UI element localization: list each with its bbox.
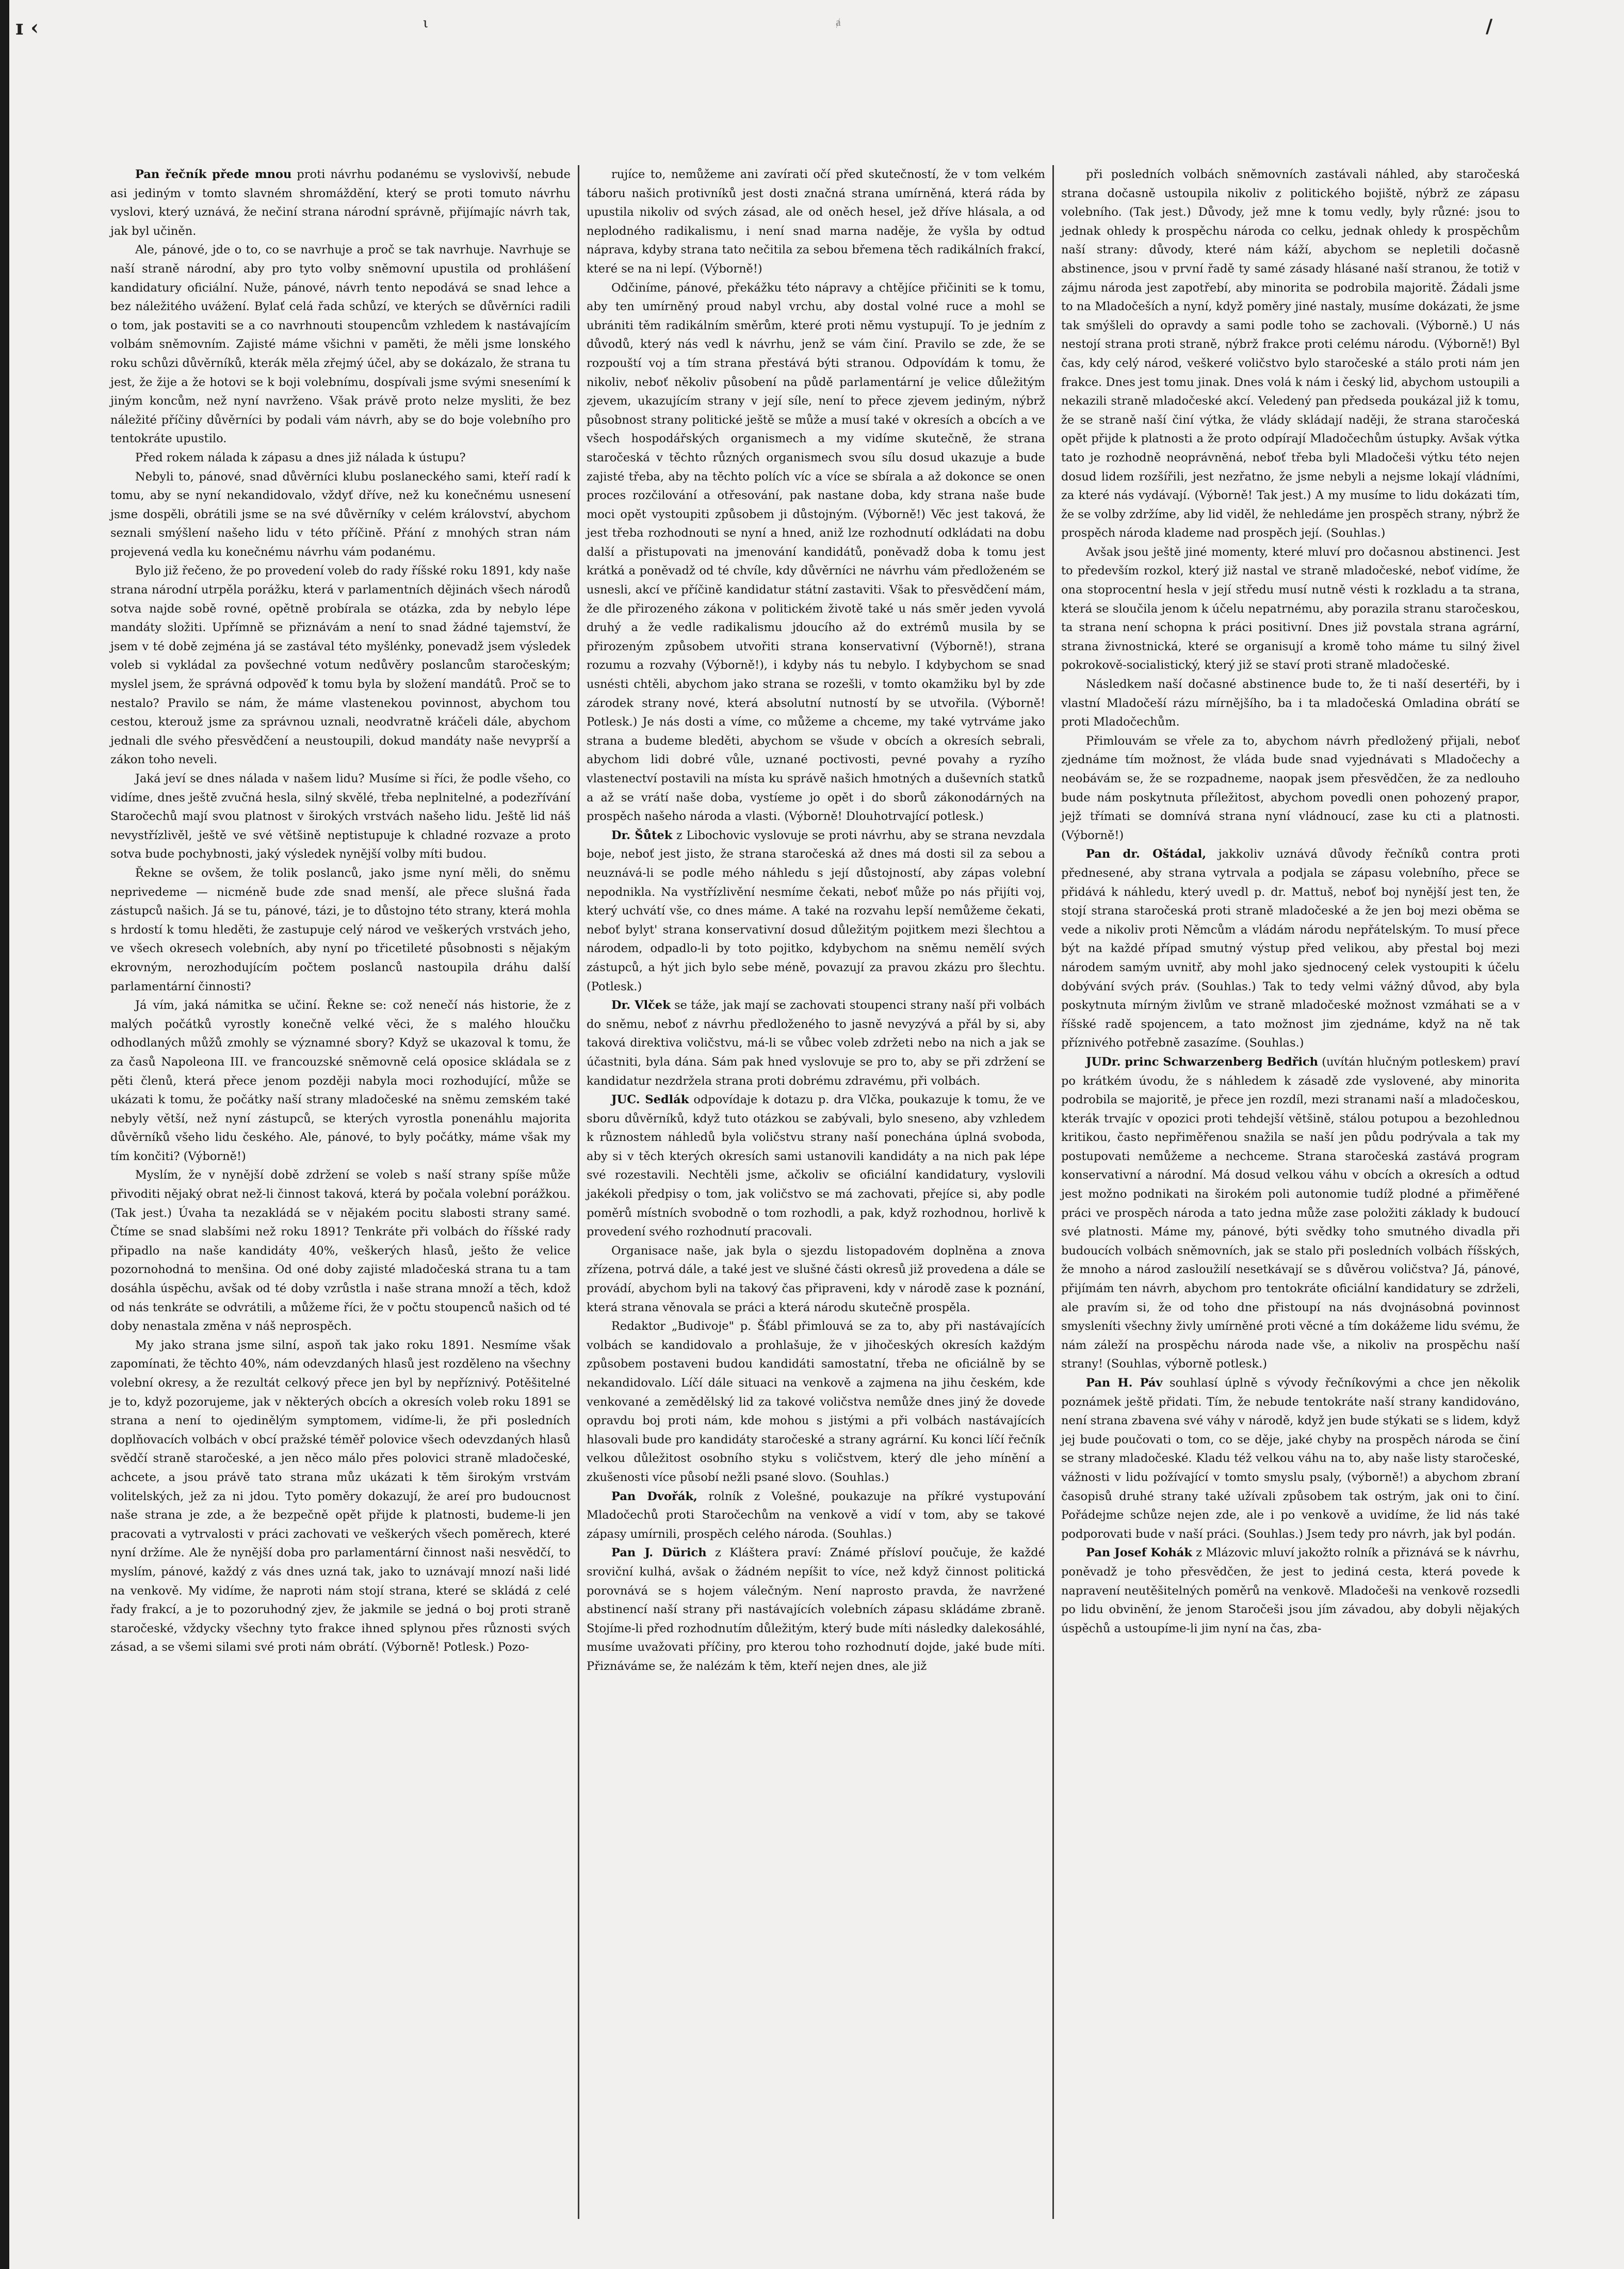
column-middle [578, 165, 1052, 2219]
text-columns [103, 165, 1527, 2219]
paragraph-text: při posledních volbách sněmovních zastávali náhled, aby staročeská strana dočasně ustoupila nikoliv z politického bojiště, nýbrž ze zápasu volebního. (Tak jest.) Důvody, jež mne k tomu vedly, byly různé: jsou to jednak ohledy k prospěchu národa co celku, jednak ohledy k prospěchům naší strany: důvody, které nám káží, abychom se nepletili dočasně abstinence, jsou v první řadě ty samé zásady hlásané naší stranou, že totiž v zájmu národa jest zapotřebí, aby minorita se podrobila majoritě. Žádali jsme to na Mladočeších a nyní, když poměry jiné nastaly, musíme dokázati, že jsme tak smýšleli do opravdy a sami podle toho se zachovali. (Výborně.) U nás nestojí strana proti straně, nýbrž frakce proti celému národu. (Výborně!) Byl čas, kdy celý národ, veškeré voličstvo bylo staročeské a stálo proti nám jen frakce. Dnes jest tomu jinak. Dnes volá k nám i český lid, abychom ustoupili a nekazili straně mladočeské akcí. Veledený pan předseda poukázal již k tomu, že se straně naší činí výtka, že vlády skládají naději, že strana staročeská opět přijde k platnosti a že proto odpírají Mladočechům ústupky. Avšak výtka tato je rozhodně neoprávněná, neboť třeba byli Mladočeši výtku této nejen dosud lidem rozšířili, jest nezřatno, že jsme nebyli a nejsme lokají vládními, za které nás vydávají. (Výborně! Tak jest.) A my musíme to lidu dokázati tím, že se volby zdržíme, aby lid viděl, že nehledáme jen prospěch strany, nýbrž že prospěch národa klademe nad prospěch její. (Souhlas.) [1061, 168, 1520, 540]
paragraph-text: Řekne se ovšem, že tolik poslanců, jako jsme nyní měli, do sněmu neprivedeme — nicméně bude zde snad menší, ale přece slušná řada zástupců našich. Já se tu, pánové, tázi, je to důstojno této strany, která mohla s hrdostí k tomu hleděti, že zastupuje celý národ ve veškerých vrstvách jeho, ve všech okresech volebních, aby nyní po třicetileté působnosti s nějakým ekrovným, nerozhodujícím počtem poslanců nastoupila dráhu další parlamentární činnosti? [110, 866, 571, 993]
paragraph-text: Následkem naší dočasné abstinence bude to, že ti naší desertéři, by i vlastní Mladočeší rázu mírnějšího, ba i ta mladočeská Omladina obrátí se proti Mladočechům. [1061, 678, 1520, 729]
paragraph-text: Bylo již řečeno, že po provedení voleb do rady říšské roku 1891, kdy naše strana národní utrpěla porážku, která v parlamentních dějinách všech národů sotva najde sobě rovné, opětně probírala se otázka, zda by nebylo lépe mandáty složiti. Upřímně se přiznávám a není to snad žádné tajemství, že jsem v té době zejména já se zastával této myšlénky, ponevadž jsem výsledek voleb si vykládal za povšechné votum nedůvěry poslancům staročeským; myslel jsem, že správná odpověď k tomu byla by složení mandátů. Proč se to nestalo? Pravilo se nám, že máme vlastenekou povinnost, abychom tou cestou, kterouž jsme za správnou uznali, neodvratně kráčeli dále, abychom jednali dle svého přesvědčení a neustoupili, dokud mandáty naše nevyprší a zákon toho neveli. [110, 564, 571, 767]
paragraph-text: z Libochovic vyslovuje se proti návrhu, aby se strana nevzdala boje, neboť jest jisto, že strana staročeská až dnes má dosti sil za sebou a neuznává-li se podle mého náhledu s její důstojností, aby zápas volební nepodnikla. Na vystřízlivění nesmíme čekati, neboť může po nás přijíti voj, který uchvátí vše, co dnes máme. A také na rozvahu lepší nemůžeme čekati, neboť bylyt' strana konservativní dosud důležitým pojitkem mezi šlechtou a národem, odpadlo-li by toto pojitko, kdybychom na sněmu nemělí svých zástupců, a hýt jich bylo sebe méně, povazují za pravou zkázu pro šlechtu. (Potlesk.) [587, 828, 1045, 993]
paragraph [1061, 165, 1520, 543]
speaker-name: Dr. Vlček [611, 999, 671, 1012]
paragraph-text: Přimlouvám se vřele za to, abychom návrh předložený přijali, neboť zjednáme tím možnost, že vláda bude snad vyjednávati s Mladočechy a neobávám se, že se rozpadneme, naopak jsem přesvědčen, že za nedlouho bude nám poskytnuta příležitost, abychom povedli onen pohozený prapor, jejž třímati se domnívá strana nyní vládnoucí, zase ku cti a platnosti. (Výborně!) [1061, 734, 1520, 842]
paragraph [1061, 845, 1520, 1053]
paragraph [110, 996, 571, 1166]
paragraph [110, 769, 571, 864]
paragraph [110, 1336, 571, 1657]
paragraph-text: odpovídaje k dotazu p. dra Vlčka, poukazuje k tomu, že ve sboru důvěrníků, když tuto otázkou se zabývali, bylo sneseno, aby vzhledem k různostem náhledů byla voličstvu strany naší ponechána úplná svoboda, aby si v těch kterých okresích sami ustanovili kandidáty a na nich pak lépe své rozestavili. Nechtěli jsme, ačkoliv se oficiální kandidatury, vyslovili jakékoli předpisy o tom, jak voličstvo se má zachovati, přejíce si, aby podle poměrů místních svobodně o tom rozhodli, a pak, když rozhodnou, horlivě k provedení svého rozhodnutí pracovali. [587, 1093, 1045, 1239]
paragraph-text: proti návrhu podanému se vyslovivší, nebude asi jediným v tomto slavném shromáždění, který se proti tomuto návrhu vyslovi, který uznává, že nečiní strana národní správně, přijímajíc návrh tak, jak byl učiněn. [110, 168, 571, 238]
speaker-name: Pan dr. Oštádal, [1086, 847, 1207, 861]
paragraph [587, 1543, 1045, 1676]
paragraph-text: Redaktor „Budivoje" p. Šťábl přimlouvá se za to, aby při nastávajících volbách se kandidovalo a prohlašuje, že v jihočeských okresích každým způsobem postaveni budou kandidáti samostatní, třeba ne oficiálně by se nekandidovalo. Líčí dále situaci na venkově a zajmena na jihu českém, kde venkované a zemědělský lid za takové voličstva nemůže dnes jiný že dovede opravdu boj proti nám, kde mohou s jistými a při volbách nastávajících hlasovali bude pro kandidáty staročeské a strany agrární. Ku konci líčí řečník velkou důležitost osobního styku s voličstvem, který dle jeho mínění a zkušenosti více působí nežli psané slovo. (Souhlas.) [587, 1319, 1045, 1484]
speaker-name: Pan řečník přede mnou [135, 168, 292, 181]
speaker-name: Pan H. Páv [1086, 1376, 1163, 1390]
paragraph [110, 1166, 571, 1335]
paragraph-text: Před rokem nálada k zápasu a dnes již nálada k ústupu? [135, 450, 466, 464]
speaker-name: Pan Josef Kohák [1086, 1546, 1192, 1560]
paragraph-text: z Mlázovic mluví jakožto rolník a přiznává se k návrhu, poněvadž je toho přesvědčen, že jest to jediná cesta, která povede k napravení neutěšitelných poměrů na venkově. Mladočeši na venkově rozsedli po lidu obvinění, že jenom Staročeši jsou jím závadou, aby dobyli nějakých úspěchů a ustoupíme-li jim nyní na čas, zba- [1061, 1546, 1520, 1635]
paragraph-text: souhlasí úplně s vývody řečníkovými a chce jen několik poznámek ještě přidati. Tím, že nebude tentokráte naší strany kandidováno, není strana zbavena své váhy v národě, když jen bude stýkati se s lidem, když jej bude poučovati o tom, co se děje, jaké chyby na prospěch národa se činí se strany mladočeské. Kladu též velkou váhu na to, aby naše listy staročeské, vážnosti v lidu požívající v tomto smyslu psaly, (výborně!) a abychom zbraní časopisů druhé strany také užívali způsobem tak ostrým, jak oni to činí. Pořádejme schůze nejen zde, ale i po venkově a uvidíme, že lid nás také podporovati bude v naší práci. (Souhlas.) Jsem tedy pro návrh, jak byl podán. [1061, 1376, 1520, 1541]
paragraph-text: Ale, pánové, jde o to, co se navrhuje a proč se tak navrhuje. Navrhuje se naší straně národní, aby pro tyto volby sněmovní upustila od prohlášení kandidatury oficiální. Nuže, pánové, návrh tento nepodává se snad lehce a bez náležitého uvážení. Bylať celá řada schůzí, ve kterých se důvěrníci radili o tom, jak postaviti se a co navrhnouti stoupencům vzhledem k nastávajícím volbám sněmovním. Zajisté máme všichni v paměti, že měli jsme lonského roku schůzi důvěrníků, kterák měla zřejmý účel, aby se dokázalo, že strana tu jest, že žije a že hotovi se k boji volebnímu, dospívali jsme svými snesenímí k jiným koncům, než nyní navrženo. Však právě proto nelze mysliti, že bez náležité příčiny důvěrníci by podali vám návrh, aby se do boje volebního pro tentokráte upustilo. [110, 243, 571, 446]
speaker-name: Pan J. Dürich [611, 1546, 707, 1560]
paragraph-text: Odčiníme, pánové, překážku této nápravy a chtějíce přičiniti se k tomu, aby ten umírněný proud nabyl vrchu, aby dostal volné ruce a mohl se ubrániti těm radikálním směrům, které proti němu vystupují. To je jedním z důvodů, který nás vedl k návrhu, jenž se vám činí. Pravilo se zde, že se rozpouští voj a tím strana přestává býti stranou. Odpovídám k tomu, že nikoliv, neboť několiv působení na půdě parlamentární je velice důležitým zjevem, ukazujícím strany v její síle, není to přece zjevem jediným, nýbrž působnost strany politické ještě se může a musí také v okresích a obcích a ve všech hospodářských organismech a my vidíme skutečně, že strana staročeská v těchto různých organismech svou sílu dosud ukazuje a bude zajisté třeba, aby na těchto polích víc a více se sbírala a až dokonce se onen proces rozčilování a otřesování, pak nastane doba, kdy strana naše bude moci opět vystoupiti způsobem ji důstojným. (Výborně!) Věc jest taková, že jest třeba rozhodnouti se nyní a hned, aniž lze rozhodnutí odkládati na dobu další a přistupovati na jmenování kandidátů, poněvadž doba k tomu jest krátká a poněvadž od té chvíle, kdy důvěrníci ne návrhu vám předloženém se usnesli, akcí ve příčině kandidatur státní zastaviti. Však to přesvědčení mám, že dle přirozeného zákona v politickém životě také u nás směr jeden vyvolá druhý a že vedle radikalismu jdoucího až do extrémů musila by se přirozeným způsobem utvořiti strana konservativní (Výborně!), strana rozumu a rozvahy (Výborně!), i kdyby nás tu nebylo. I kdybychom se snad usnésti chtěli, abychom jako strana se rozešli, v tomto okamžiku byl by zde zárodek strany nové, která absolutní nutností by se utvořila. (Výborně! Potlesk.) Je nás dosti a víme, co můžeme a chceme, my také vytrváme jako strana a budeme bleděti, abychom se všude v obcích a okresích sebrali, abychom lidi dobré vůle, uznané poctivosti, pevné povahy a ryzího vlastenectví postavili na místa ku správě našich hmotných a duševních statků a až se vrátí naše doba, vystíeme jo opět i do sborů zákonodárných na prospěch našeho národa a vlasti. (Výborně! Dlouhotrvající potlesk.) [587, 281, 1045, 824]
paragraph [587, 1487, 1045, 1544]
paragraph-text: jakkoliv uznává důvody řečníků contra proti přednesené, aby strana vytrvala a podjala se zápasu volebního, přece se přidává k náhledu, který uvedl p. dr. Mattuš, neboť boj nynější jest ten, že stojí strana staročeská proti straně mladočeské a že jen boj mezi oběma se vede a nikoliv proti Němcům a vládám národu nepřátelským. To musí přece být na každé případ smutný výstup před velikou, aby přestal boj mezi národem samým uvnitř, aby mohl jako sjednocený celek vystoupiti k účelu dobývání svých práv. (Souhlas.) Tak to tedy velmi vážný důvod, aby byla poskytnuta mírným živlům ve straně mladočeské možnost vzmáhati se a v říšské radě spojencem, a tato možnost jim zjednáme, když na ně tak příznivého potřebně zasazíme. (Souhlas.) [1061, 847, 1520, 1050]
paragraph-text: se táže, jak mají se zachovati stoupenci strany naší při volbách do sněmu, neboť z návrhu předloženého to jasně nevyzývá a přál by si, aby taková direktiva voličstvu, má-li se vůbec voleb zdržeti nebo na nich a jak se účastniti, byla dána. Sám pak hned vyslovuje se pro to, aby se při zdržení se kandidatur nezdržela strana proti dobrému zdravému, při volbách. [587, 999, 1045, 1088]
paragraph [110, 240, 571, 448]
paragraph-text: Nebyli to, pánové, snad důvěrníci klubu poslaneckého sami, kteří radí k tomu, aby se nyní nekandidovalo, vždyť dříve, než ku konečnému usnesení jsme dospěli, obrátili jsme se na své důvěrníky v celém království, abychom seznali smýšlení našeho lidu v této příčině. Přání z mnohých stran nám projevená vedla ku konečnému návrhu vám podanému. [110, 470, 571, 559]
paragraph [587, 279, 1045, 826]
paragraph [587, 1317, 1045, 1487]
speaker-name: Pan Dvořák, [611, 1489, 697, 1503]
paragraph [110, 561, 571, 769]
corner-mark-center-b: ⱥ [836, 16, 841, 29]
column-right [1052, 165, 1527, 2219]
paragraph-text: Já vím, jaká námitka se učiní. Řekne se: což nenečí nás historie, že z malých počátků vyrostly konečně velké věci, že s malého hloučku odhodlaných můžů zmohly se významné sbory? Když se ukazoval k tomu, že za časů Napoleona III. ve francouzské sněmovně celá oposice skládala se z pěti členů, která přece jenom později nabyla moci rozhodující, může se ukázati k tomu, že počátky naší strany mladočeské na sněmu zemském také nebyly větší, než nyní zástupců, se kterých vyrostla ponenáhlu majorita důvěrníků všeho lidu českého. Ale, pánové, to byly počátky, máme však my tím končiti? (Výborně!) [110, 999, 571, 1163]
corner-mark-right: / [1486, 15, 1493, 37]
paragraph [1061, 1543, 1520, 1638]
paragraph-text: Organisace naše, jak byla o sjezdu listopadovém doplněna a znova zřízena, potrvá dále, a také jest ve slušné části okresů již provedena a dále se provádí, abychom byli na takový čas připraveni, kdy v národě zase k poznání, která strana věnovala se práci a která národu skutečně prospěla. [587, 1244, 1045, 1314]
column-left [103, 165, 578, 2219]
corner-mark-center-a: ι [423, 15, 429, 31]
paragraph [1061, 732, 1520, 845]
speaker-name: JUC. Sedlák [611, 1093, 689, 1107]
paragraph [587, 826, 1045, 996]
paragraph [110, 468, 571, 562]
speaker-name: JUDr. princ Schwarzenberg Bedřich [1086, 1055, 1319, 1069]
paragraph-text: Jaká jeví se dnes nálada v našem lidu? Musíme si říci, že podle všeho, co vidíme, dnes ještě zvučná hesla, silný skvělé, třeba neplnitelné, a podezřívání Staročechů mají svou platnost v širokých vrstvách našeho lidu. Ještě lid náš nevystřízlivěl, ještě ve své většině neptistupuje k chladné rozvaze a proto sotva bude pochybnosti, jaký výsledek nynější volby míti budou. [110, 772, 571, 861]
paragraph [587, 996, 1045, 1090]
paragraph [1061, 675, 1520, 732]
paragraph-text: My jako strana jsme silní, aspoň tak jako roku 1891. Nesmíme však zapomínati, že těchto 40%, nám odevzdaných hlasů jest rozděleno na všechny volební okresy, a že rezultát celkový přece jen byl by nepříznivý. Potěšitelné je to, když pozorujeme, jak v některých obcích a okresích voleb roku 1891 se strana a není to ojedinělým symptomem, vidíme-li, že při posledních doplňovacích volbách v obcí pražské téměř polovice všech odevzdaných hlasů svědčí straně staročeské, a jen něco málo přes polovici straně mladočeské, achcete, a jsou právě tato strana můz ukázati k těm širokým vrstvám volitelských, jež za ni jdou. Tyto poměry dokazují, že areí pro budoucnost naše strana je zde, a že bezpečně opět přijde k platnosti, budeme-li jen pracovati a vytrvalosti v práci zachovati ve veškerých všech poměrech, které nyní držíme. Ale že nynější doba pro parlamentární činnost naši nesvědčí, to myslím, pánové, každý z vás dnes uzná tak, jako to uznávají mnozí naši lidé na venkově. My vidíme, že naproti nám stojí strana, které se skládá z celé řady frakcí, a je to pozoruhodný zjev, že jakmile se jedná o boj proti straně staročeské, vždycky všechny tyto frakce ihned splynou přes různosti svých zásad, a se všemi silami své proti nám obrátí. (Výborně! Potlesk.) Pozo- [110, 1338, 571, 1654]
page-left-edge [0, 0, 9, 2269]
paragraph [587, 1242, 1045, 1317]
paragraph-text: (uvítán hlučným potleskem) praví po krátkém úvodu, že s náhledem k zásadě zde vyslovené, aby minorita podrobila se majoritě, je přece jen rozdíl, mezi stranami naší a mladočeskou, kterák trvajíc v opozici proti tehdejší většině, stálou potupou a bezohlednou kritikou, často nepřiměřenou snažila se naší jen půdu podrývala a tak my postupovati nemůžeme a nechceme. Strana staročeská zastává program konservativní a národní. Má dosud velkou váhu v obcích a okresích a odtud jest možno podnikati na širokém poli autonomie tudíž plodné a přiměřené práci ve prospěch národa a tato jedna může zase položiti základy k budoucí své platnosti. Máme my, pánové, býti svědky toho smutného divadla při budoucích volbách sněmovních, jak se stalo při posledních volbách říšských, že mnoho a národ zasloužilí nesetkávají se s důvěrou voličstva? Já, pánové, přijímám ten návrh, abychom pro tentokráte oficiální kandidatury se zdrželi, ale pravím si, že od toho dne přistoupí na nás dvojnásobná povinnost smysleníti všechny živly umírněné proti věcné a tím dokážeme lidu svému, že nám záleží na prospěchu národa nade vše, a nikoliv na prospěchu naší strany! (Souhlas, výborně potlesk.) [1061, 1055, 1520, 1371]
paragraph-text: Avšak jsou ještě jiné momenty, které mluví pro dočasnou abstinenci. Jest to především rozkol, který již nastal ve straně mladočeské, neboť vidíme, že ona stoprocentní hesla v její středu musí nutně vésti k rozkladu a ta strana, která se sloučila jenom k účelu nepatrnému, aby porazila stranu staročeskou, ta strana není schopna k práci positivní. Dnes již povstala strana agrární, strana živnostnická, které se organisují a kromě toho máme tu silný živel pokrokově-socialistický, který již se staví proti straně mladočeské. [1061, 545, 1520, 672]
paragraph [587, 165, 1045, 279]
speaker-name: Dr. Šůtek [611, 828, 673, 842]
paragraph [110, 448, 571, 468]
paragraph-text: rujíce to, nemůžeme ani zavírati očí před skutečností, že v tom velkém táboru našich protivníků jest dosti značná strana umírněná, která ráda by upustila nikoliv od svých zásad, ale od oněch hesel, jež dříve hlásala, a od neplodného radikalismu, i není snad marna naděje, že vyšla by odtud náprava, kdyby strana tato nečitila za sebou břemena těch radikálních frakcí, které se na ni lepí. (Výborně!) [587, 168, 1045, 276]
corner-mark-left: ɪ ‹ [15, 15, 39, 40]
paragraph [1061, 543, 1520, 675]
paragraph [1061, 1374, 1520, 1543]
paragraph [110, 165, 571, 240]
paragraph [587, 1090, 1045, 1242]
paragraph-text: z Kláštera praví: Známé přísloví poučuje, že každé sroviční kulhá, avšak o žádném nepíšit to více, než když činnost politická porovnává se s hojem válečným. Není naprosto pravda, že navržené abstinencí naší strany při nastávajících volebních zápasu skládáme zbraně. Stojíme-li před rozhodnutím důležitým, který bude míti následky dalekosáhlé, musíme uvažovati příčiny, pro kterou toho rozhodnutí dojde, jaké bude míti. Přiznáváme se, že nalézám k těm, kteří nejen dnes, ale již [587, 1546, 1045, 1673]
paragraph [110, 864, 571, 996]
paragraph-text: Myslím, že v nynější době zdržení se voleb s naší strany spíše může přivoditi nějaký obrat než-li činnost taková, která by počala volební porážkou. (Tak jest.) Úvaha ta nezakládá se v nějakém pocitu slabosti strany samé. Čtíme se snad slabšími než roku 1891? Tenkráte při volbách do říšské rady připadlo na naše kandidáty 40%, veškerých hlasů, ješto že velice pozornohodná to menšina. Od oné doby zajisté mladočeská strana tu a tam dosáhla úspěchu, avšak od té doby vzrůstla i naše strana množí a těch, kdož od nás tenkráte se odvrátili, a můžeme říci, že v počtu stoupenců našich od té doby nenastala změna v náš neprospěch. [110, 1168, 571, 1333]
paragraph-text: rolník z Volešné, poukazuje na příkré vystupování Mladočechů proti Staročechům na venkově a vidí v tom, aby se takové zápasy umírnili, prospěch celého národa. (Souhlas.) [587, 1489, 1045, 1541]
paragraph [1061, 1053, 1520, 1374]
